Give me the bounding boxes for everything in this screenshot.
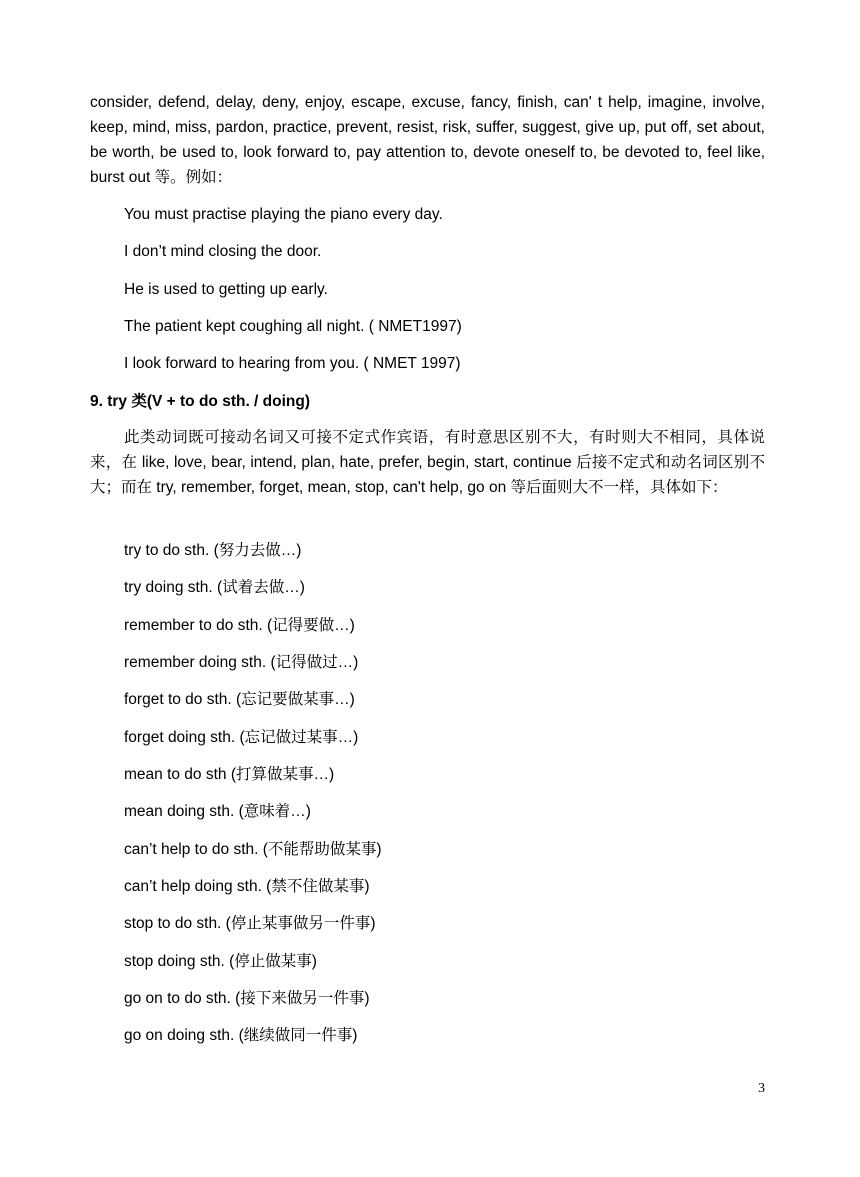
- example-sentence: He is used to getting up early.: [124, 281, 328, 298]
- usage-item: stop to do sth. (停止某事做另一件事): [124, 915, 376, 932]
- usage-item: remember to do sth. (记得要做…): [124, 617, 355, 634]
- example-sentence: I don’t mind closing the door.: [124, 243, 322, 260]
- example-sentence: You must practise playing the piano every day.: [124, 206, 443, 223]
- usage-item: go on to do sth. (接下来做另一件事): [124, 990, 370, 1007]
- gerund-verbs-paragraph: consider, defend, delay, deny, enjoy, escape, excuse, fancy, finish, can' t help, imagine, involve, keep, mind, miss, pardon, practice, prevent, resist, risk, suffer, suggest, give up, put off, set about, be worth, be used to, look forward to, pay attention to, devote oneself to, be devoted to, feel like, burst out 等。例如：: [90, 94, 765, 186]
- usage-item: forget doing sth. (忘记做过某事…): [124, 729, 359, 746]
- usage-item: forget to do sth. (忘记要做某事…): [124, 691, 355, 708]
- example-sentence: I look forward to hearing from you. ( NMET 1997): [124, 355, 461, 372]
- usage-item: stop doing sth. (停止做某事): [124, 953, 317, 970]
- usage-item: remember doing sth. (记得做过…): [124, 654, 359, 671]
- usage-item: can’t help to do sth. (不能帮助做某事): [124, 841, 382, 858]
- usage-item: mean doing sth. (意味着…): [124, 803, 311, 820]
- example-sentence: The patient kept coughing all night. ( NMET1997): [124, 318, 462, 335]
- usage-item: mean to do sth (打算做某事…): [124, 766, 335, 783]
- usage-item: go on doing sth. (继续做同一件事): [124, 1027, 358, 1044]
- explanation-paragraph: 此类动词既可接动名词又可接不定式作宾语，有时意思区别不大，有时则大不相同，具体说来，在 like, love, bear, intend, plan, hate, prefer, begin, start, continue 后接不定式和动名词区别不大；而在 try, remember, forget, mean, stop, can't help, go on 等后面则大不一样，具体如下：: [90, 429, 765, 496]
- section-heading: 9. try 类(V + to do sth. / doing): [90, 393, 311, 410]
- page-number: 3: [758, 1081, 765, 1096]
- usage-item: try to do sth. (努力去做…): [124, 542, 302, 559]
- usage-item: try doing sth. (试着去做…): [124, 579, 305, 596]
- usage-item: can’t help doing sth. (禁不住做某事): [124, 878, 370, 895]
